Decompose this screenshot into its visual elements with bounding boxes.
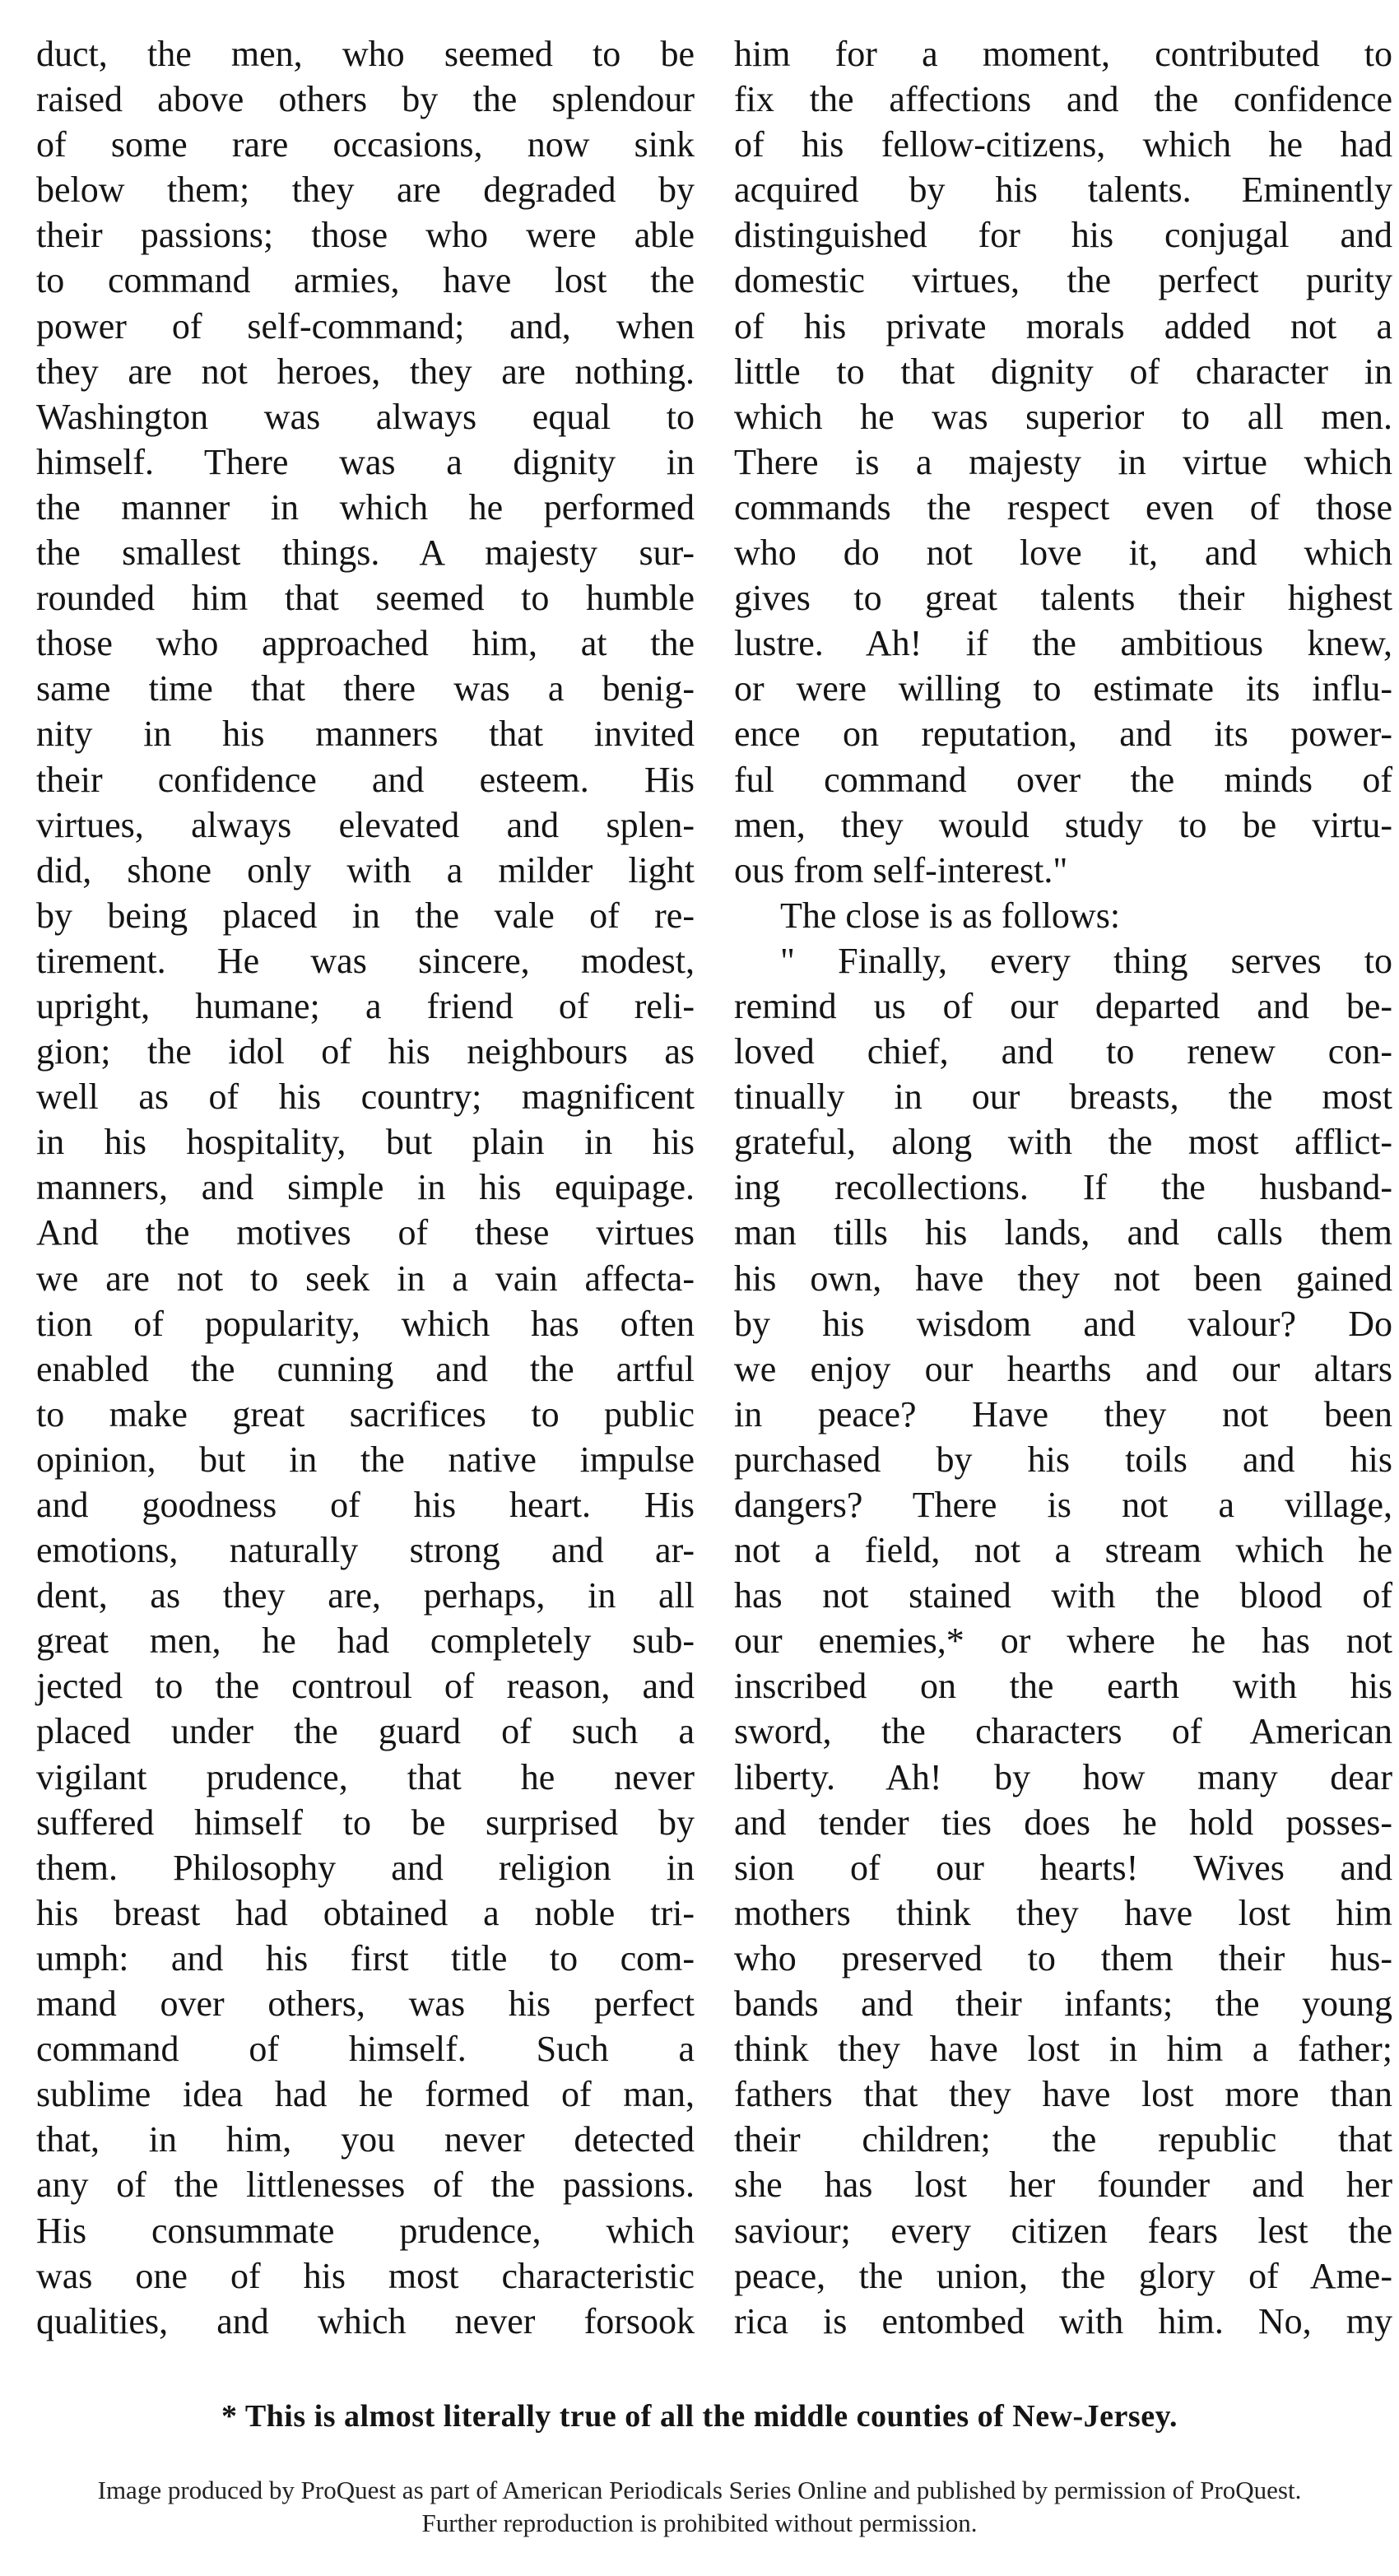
left-line: And the motives of these virtues — [36, 1212, 695, 1253]
right-line: which he was superior to all men. — [734, 396, 1392, 437]
left-column — [36, 31, 695, 2344]
right-line: and tender ties does he hold posses- — [734, 1802, 1392, 1843]
footnote: * This is almost literally true of all the middle counties of New-Jersey. — [221, 2399, 1178, 2434]
right-line: or were willing to estimate its influ- — [734, 668, 1392, 709]
left-line: great men, he had completely sub- — [36, 1620, 695, 1662]
right-line: The close is as follows: — [780, 895, 1121, 936]
left-line: by being placed in the vale of re- — [36, 895, 695, 936]
left-line: to make great sacrifices to public — [36, 1393, 695, 1434]
left-line: in his hospitality, but plain in his — [36, 1122, 695, 1163]
right-line: fathers that they have lost more than — [734, 2074, 1392, 2115]
right-line: " Finally, every thing serves to — [780, 940, 1392, 981]
left-line: His consummate prudence, which — [36, 2210, 695, 2251]
right-line: gives to great talents their highest — [734, 578, 1392, 619]
left-line: himself. There was a dignity in — [36, 441, 695, 482]
left-line: command of himself. Such a — [36, 2029, 695, 2070]
right-line: him for a moment, contributed to — [734, 34, 1392, 74]
right-line: our enemies,* or where he has not — [734, 1620, 1392, 1662]
right-line: acquired by his talents. Eminently — [734, 170, 1392, 211]
left-line: umph: and his first title to com- — [36, 1937, 695, 1978]
left-line: their passions; those who were able — [36, 215, 695, 256]
right-line: who preserved to them their hus- — [734, 1937, 1392, 1978]
left-line: those who approached him, at the — [36, 623, 695, 664]
left-line: virtues, always elevated and splen- — [36, 804, 695, 845]
right-line: dangers? There is not a village, — [734, 1485, 1392, 1525]
left-line: emotions, naturally strong and ar- — [36, 1530, 695, 1571]
right-line: commands the respect even of those — [734, 486, 1392, 528]
left-line: tion of popularity, which has often — [36, 1303, 695, 1344]
left-line: tirement. He was sincere, modest, — [36, 940, 695, 981]
left-line: below them; they are degraded by — [36, 170, 695, 211]
right-column — [734, 31, 1392, 2344]
right-line: There is a majesty in virtue which — [734, 441, 1392, 482]
left-line: dent, as they are, perhaps, in all — [36, 1575, 695, 1616]
proquest-notice-line-1: Image produced by ProQuest as part of American Periodicals Series Online and published by permission of ProQuest. — [97, 2476, 1302, 2504]
left-line: his breast had obtained a noble tri- — [36, 1892, 695, 1933]
left-line: suffered himself to be surprised by — [36, 1802, 695, 1843]
left-line: their confidence and esteem. His — [36, 759, 695, 800]
left-line: power of self-command; and, when — [36, 305, 695, 346]
left-line: mand over others, was his perfect — [36, 1983, 695, 2025]
right-line: domestic virtues, the perfect purity — [734, 260, 1392, 301]
right-line: remind us of our departed and be- — [734, 985, 1392, 1026]
left-line: they are not heroes, they are nothing. — [36, 351, 695, 392]
left-line: Washington was always equal to — [36, 396, 695, 437]
right-line: ence on reputation, and its power- — [734, 714, 1392, 755]
right-line: man tills his lands, and calls them — [734, 1212, 1392, 1253]
left-line: well as of his country; magnificent — [36, 1076, 695, 1118]
right-line: of his private morals added not a — [734, 305, 1392, 346]
proquest-notice-line-2: Further reproduction is prohibited without permission. — [421, 2509, 978, 2537]
right-line: bands and their infants; the young — [734, 1983, 1392, 2025]
right-line: tinually in our breasts, the most — [734, 1076, 1392, 1118]
left-line: them. Philosophy and religion in — [36, 1847, 695, 1888]
left-line: rounded him that seemed to humble — [36, 578, 695, 619]
right-line: mothers think they have lost him — [734, 1892, 1392, 1933]
left-line: placed under the guard of such a — [36, 1711, 695, 1752]
right-line: peace, the union, the glory of Ame- — [734, 2255, 1392, 2296]
right-line: of his fellow-citizens, which he had — [734, 124, 1392, 165]
left-line: nity in his manners that invited — [36, 714, 695, 755]
right-line: little to that dignity of character in — [734, 351, 1392, 392]
right-line: rica is entombed with him. No, my — [734, 2300, 1392, 2341]
right-line: ful command over the minds of — [734, 759, 1392, 800]
right-line: grateful, along with the most afflict- — [734, 1122, 1392, 1163]
right-line: we enjoy our hearths and our altars — [734, 1348, 1392, 1389]
right-line: purchased by his toils and his — [734, 1439, 1392, 1480]
right-line: his own, have they not been gained — [734, 1258, 1392, 1299]
right-line: fix the affections and the confidence — [734, 79, 1392, 120]
left-line: did, shone only with a milder light — [36, 849, 695, 890]
left-line: and goodness of his heart. His — [36, 1485, 695, 1525]
right-line: she has lost her founder and her — [734, 2164, 1392, 2206]
right-line: men, they would study to be virtu- — [734, 804, 1392, 845]
left-line: gion; the idol of his neighbours as — [36, 1031, 695, 1072]
left-line: we are not to seek in a vain affecta- — [36, 1258, 695, 1299]
right-line: ous from self-interest." — [734, 849, 1068, 890]
right-line: who do not love it, and which — [734, 532, 1392, 574]
right-line: distinguished for his conjugal and — [734, 215, 1392, 256]
right-line: saviour; every citizen fears lest the — [734, 2210, 1392, 2251]
proquest-notice — [0, 2474, 1399, 2540]
left-line: that, in him, you never detected — [36, 2119, 695, 2160]
left-line: same time that there was a benig- — [36, 668, 695, 709]
right-line: their children; the republic that — [734, 2119, 1392, 2160]
right-line: sion of our hearts! Wives and — [734, 1847, 1392, 1888]
left-line: any of the littlenesses of the passions. — [36, 2164, 695, 2206]
left-line: raised above others by the splendour — [36, 79, 695, 120]
right-line: loved chief, and to renew con- — [734, 1031, 1392, 1072]
right-line: ing recollections. If the husband- — [734, 1167, 1392, 1208]
right-line: liberty. Ah! by how many dear — [734, 1756, 1392, 1797]
left-line: to command armies, have lost the — [36, 260, 695, 301]
left-line: jected to the controul of reason, and — [36, 1666, 695, 1707]
right-line: sword, the characters of American — [734, 1711, 1392, 1752]
left-line: duct, the men, who seemed to be — [36, 34, 695, 74]
left-line: qualities, and which never forsook — [36, 2300, 695, 2341]
left-line: was one of his most characteristic — [36, 2255, 695, 2296]
left-line: enabled the cunning and the artful — [36, 1348, 695, 1389]
right-line: in peace? Have they not been — [734, 1393, 1392, 1434]
left-line: the smallest things. A majesty sur- — [36, 532, 695, 574]
left-line: the manner in which he performed — [36, 486, 695, 528]
left-line: of some rare occasions, now sink — [36, 124, 695, 165]
right-line: has not stained with the blood of — [734, 1575, 1392, 1616]
left-line: manners, and simple in his equipage. — [36, 1167, 695, 1208]
left-line: upright, humane; a friend of reli- — [36, 985, 695, 1026]
right-line: think they have lost in him a father; — [734, 2029, 1392, 2070]
left-line: sublime idea had he formed of man, — [36, 2074, 695, 2115]
left-line: vigilant prudence, that he never — [36, 1756, 695, 1797]
right-line: inscribed on the earth with his — [734, 1666, 1392, 1707]
left-line: opinion, but in the native impulse — [36, 1439, 695, 1480]
right-line: by his wisdom and valour? Do — [734, 1303, 1392, 1344]
right-line: lustre. Ah! if the ambitious knew, — [734, 623, 1392, 664]
right-line: not a field, not a stream which he — [734, 1530, 1392, 1571]
